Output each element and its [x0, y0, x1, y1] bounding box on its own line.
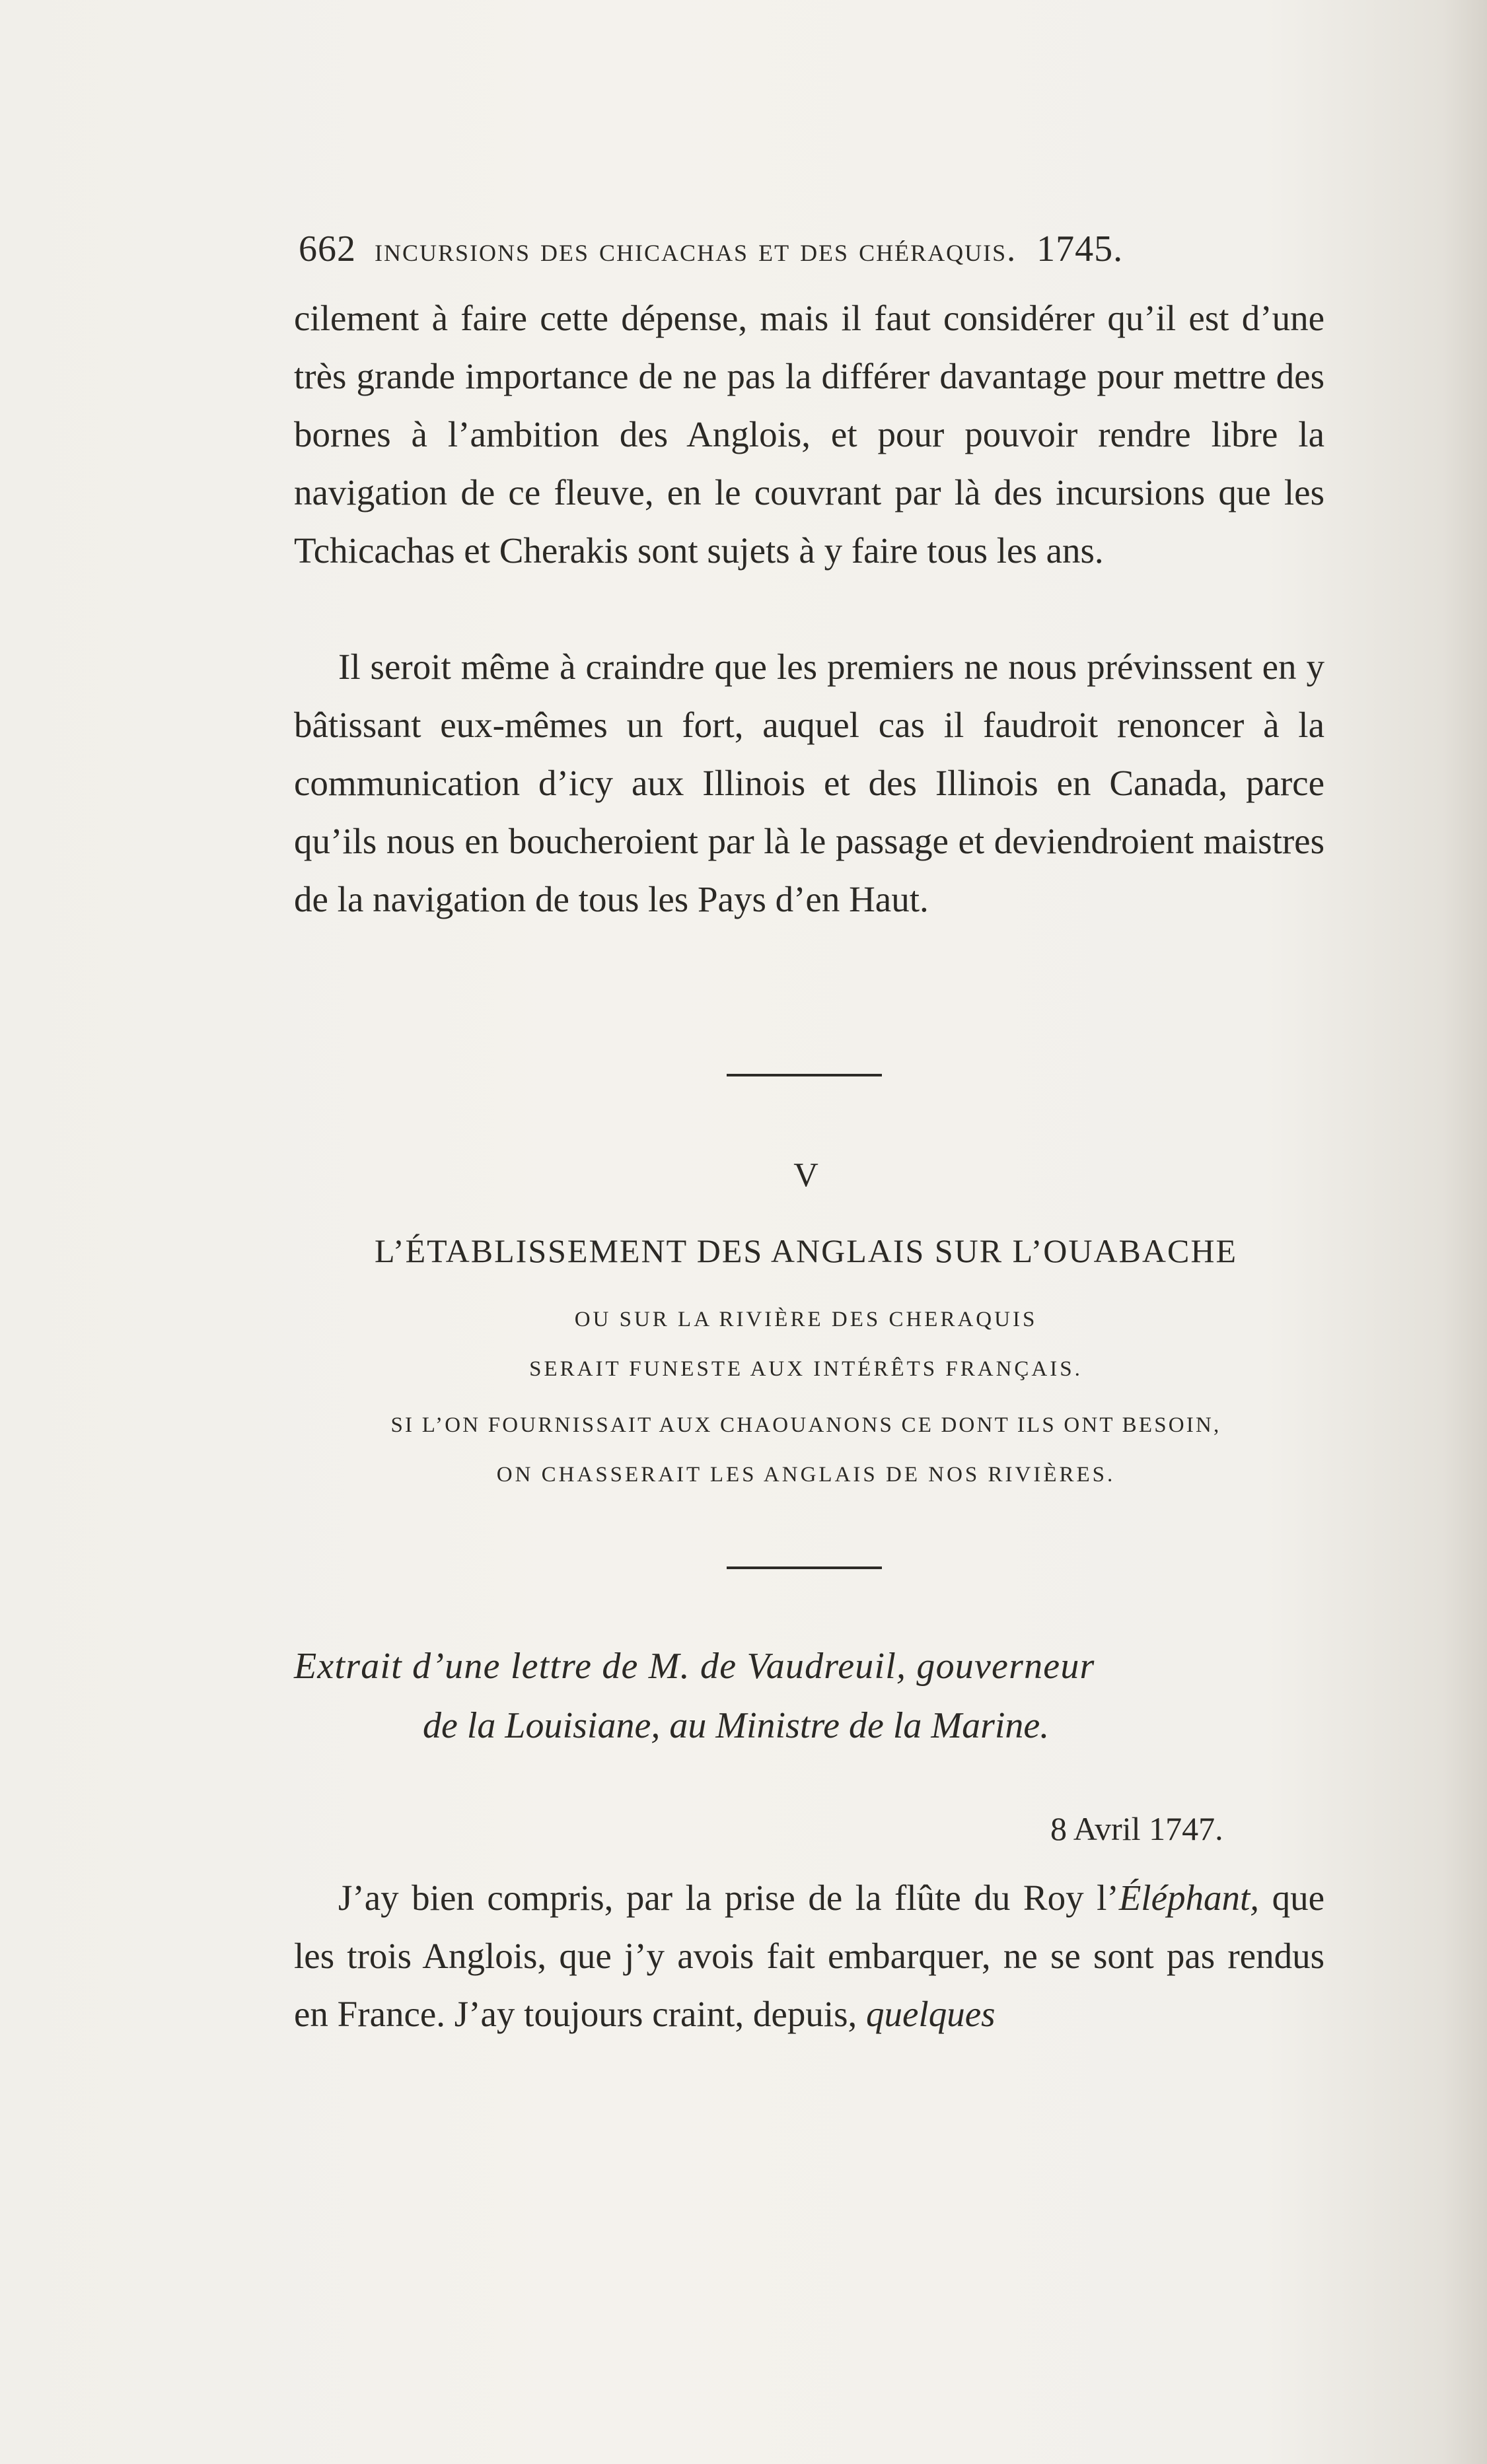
letter-date: 8 Avril 1747.	[1050, 1810, 1223, 1847]
section-summary-line: SERAIT FUNESTE AUX INTÉRÊTS FRANÇAIS.	[529, 1357, 1083, 1381]
letter-text-mid: que les trois Anglois, que j’y avois fait embarquer, ne se sont pas rendus en France. J’ay toujours craint, depuis,	[294, 1878, 1324, 2034]
section-title: L’ÉTABLISSEMENT DES ANGLAIS SUR L’OUABACHE	[374, 1232, 1238, 1269]
letter-text-end: quelques	[866, 1994, 996, 2034]
paragraph-2: Il seroit même à craindre que les premiers ne nous prévinssent en y bâtissant eux-mêmes un fort, auquel cas il faudroit renoncer à la communication d’icy aux Illinois et des Illinois en Canada, parce qu’ils nous en boucheroient par là le passage et deviendroient maistres de la navigation de tous les Pays d’en Haut.	[294, 647, 1324, 919]
paragraph-1: cilement à faire cette dépense, mais il faut considérer qu’il est d’une très grande importance de ne pas la différer davantage pour mettre des bornes à l’ambition des Anglois, et pour pouvoir rendre libre la navigation de ce fleuve, en le couvrant par là des incursions que les Tchicachas et Cherakis sont sujets à y faire tous les ans.	[294, 298, 1324, 571]
extract-heading-line-2: de la Louisiane, au Ministre de la Marine.	[423, 1705, 1050, 1746]
page-number: 662	[299, 229, 356, 269]
section-number: V	[793, 1156, 818, 1194]
section-summary-line: ON CHASSERAIT LES ANGLAIS DE NOS RIVIÈRES.	[496, 1463, 1116, 1487]
extract-heading-line-1: Extrait d’une lettre de M. de Vaudreuil, gouverneur	[294, 1646, 1095, 1687]
separator-rule	[727, 1074, 882, 1076]
running-year: 1745.	[1036, 229, 1124, 269]
letter-text-start: J’ay bien compris, par la prise de la flûte du Roy l’	[338, 1878, 1119, 1918]
separator-rule	[727, 1566, 882, 1569]
running-head	[299, 228, 1329, 270]
section-summary-line: SI L’ON FOURNISSAIT AUX CHAOUANONS CE DONT ILS ONT BESOIN,	[390, 1413, 1221, 1437]
section-summary-line: OU SUR LA RIVIÈRE DES CHERAQUIS	[574, 1308, 1038, 1331]
ship-name: Éléphant,	[1118, 1878, 1260, 1918]
letter-paragraph	[294, 1869, 1324, 2043]
running-title: incursions des chicachas et des chéraquis.	[375, 231, 1017, 269]
